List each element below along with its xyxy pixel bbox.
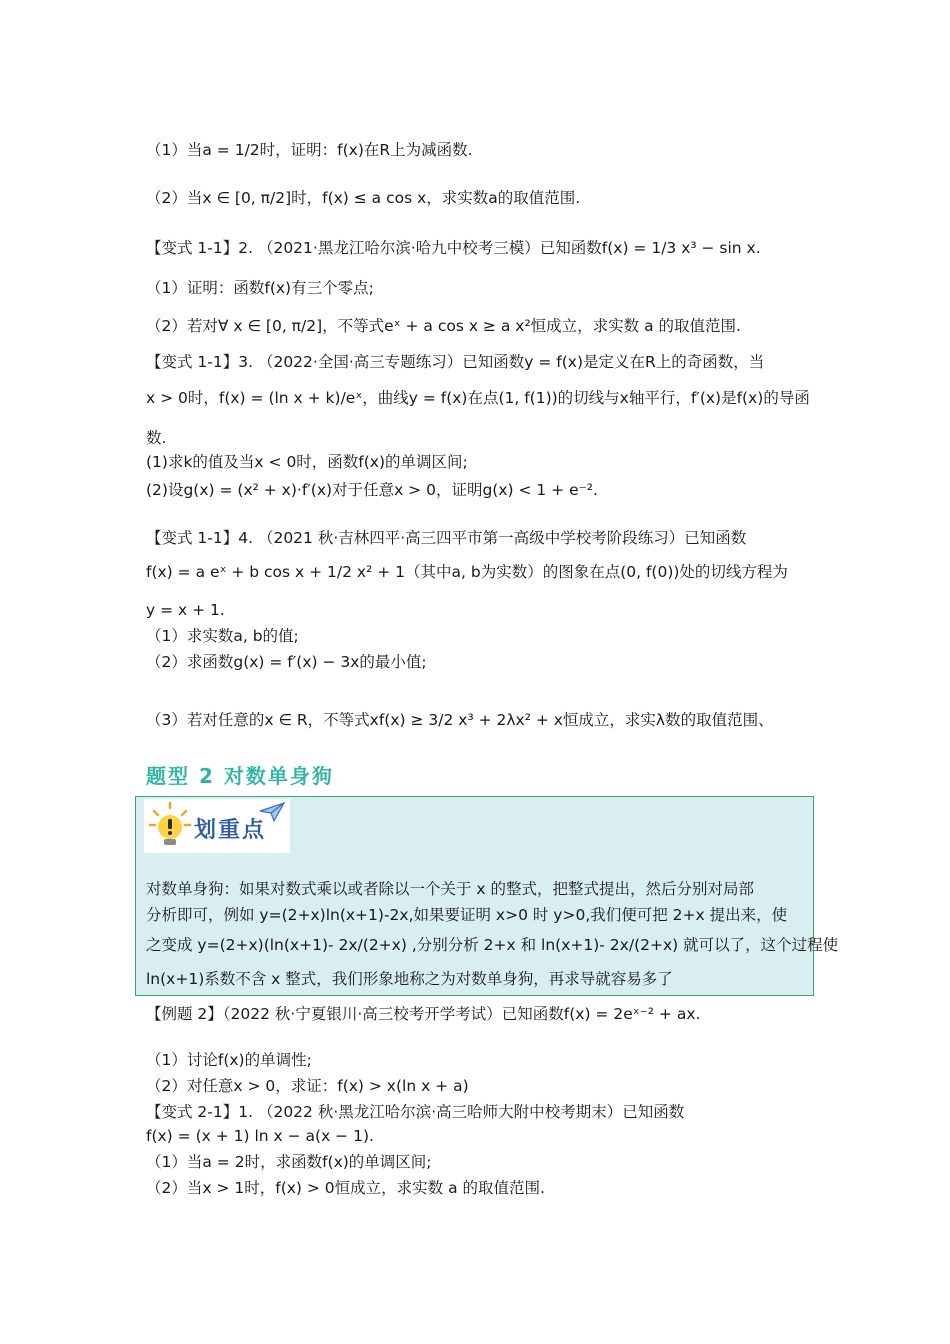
variant-1-1-4-line3: y = x + 1. bbox=[146, 601, 225, 619]
key-point-callout bbox=[135, 796, 839, 996]
example-2-title: 【例题 2】（2022 秋·宁夏银川·高三校考开学考试）已知函数f(x) = 2eˣ⁻² + ax. bbox=[146, 1005, 701, 1023]
variant-1-1-3-line2: x > 0时，f(x) = (ln x + k)/eˣ，曲线y = f(x)在点(1, f(1))的切线与x轴平行，f′(x)是f(x)的导函 bbox=[146, 389, 810, 407]
key-point-badge-label: 划重点 bbox=[194, 818, 267, 843]
item-1-2: （2）当x ∈ [0, π/2]时，f(x) ≤ a cos x，求实数a的取值范围. bbox=[146, 189, 581, 207]
variant-1-1-4-title: 【变式 1-1】4. （2021 秋·吉林四平·高三四平市第一高级中学校考阶段练习）已知函数 bbox=[146, 529, 747, 547]
lightbulb-icon bbox=[148, 801, 192, 851]
paper-plane-icon bbox=[258, 801, 286, 823]
key-point-badge bbox=[144, 799, 290, 853]
variant-1-1-2-title: 【变式 1-1】2. （2021·黑龙江哈尔滨·哈九中校考三模）已知函数f(x) = 1/3 x³ − sin x. bbox=[146, 239, 761, 257]
variant-1-1-3-title: 【变式 1-1】3. （2022·全国·高三专题练习）已知函数y = f(x)是定义在R上的奇函数，当 bbox=[146, 353, 765, 371]
variant-1-1-3-q1: (1)求k的值及当x < 0时，函数f(x)的单调区间; bbox=[146, 453, 468, 471]
variant-2-1-1-q1: （1）当a = 2时，求函数f(x)的单调区间; bbox=[146, 1153, 432, 1171]
variant-2-1-1-line2: f(x) = (x + 1) ln x − a(x − 1). bbox=[146, 1127, 374, 1145]
variant-1-1-3-line3: 数. bbox=[146, 429, 167, 447]
variant-2-1-1-title: 【变式 2-1】1. （2022 秋·黑龙江哈尔滨·高三哈师大附中校考期末）已知函数 bbox=[146, 1103, 685, 1121]
variant-1-1-2-q1: （1）证明：函数f(x)有三个零点; bbox=[146, 279, 374, 297]
variant-1-1-2-q2: （2）若对∀ x ∈ [0, π/2]，不等式eˣ + a cos x ≥ a x²恒成立，求实数 a 的取值范围. bbox=[146, 317, 741, 335]
variant-1-1-4-q2: （2）求函数g(x) = f′(x) − 3x的最小值; bbox=[146, 653, 427, 671]
section-heading: 题型 2 对数单身狗 bbox=[146, 764, 334, 788]
variant-1-1-4-line2: f(x) = a eˣ + b cos x + 1/2 x² + 1（其中a, b为实数）的图象在点(0, f(0))处的切线方程为 bbox=[146, 563, 788, 581]
variant-2-1-1-q2: （2）当x > 1时，f(x) > 0恒成立，求实数 a 的取值范围. bbox=[146, 1179, 545, 1197]
callout-line-2: 分析即可，例如 y=(2+x)ln(x+1)-2x,如果要证明 x>0 时 y>0,我们便可把 2+x 提出来，使 bbox=[146, 906, 788, 924]
callout-line-4: ln(x+1)系数不含 x 整式，我们形象地称之为对数单身狗，再求导就容易多了 bbox=[146, 970, 673, 988]
variant-1-1-4-q3: （3）若对任意的x ∈ R，不等式xf(x) ≥ 3/2 x³ + 2λx² + x恒成立，求实λ数的取值范围、 bbox=[146, 711, 774, 729]
item-1-1: （1）当a = 1/2时，证明：f(x)在R上为减函数. bbox=[146, 141, 473, 159]
example-2-q1: （1）讨论f(x)的单调性; bbox=[146, 1051, 312, 1069]
variant-1-1-3-q2: (2)设g(x) = (x² + x)·f′(x)对于任意x > 0，证明g(x) < 1 + e⁻². bbox=[146, 481, 598, 499]
callout-line-3: 之变成 y=(2+x)(ln(x+1)- 2x/(2+x) ,分别分析 2+x 和 ln(x+1)- 2x/(2+x) 就可以了，这个过程使 bbox=[146, 936, 839, 954]
example-2-q2: （2）对任意x > 0，求证：f(x) > x(ln x + a) bbox=[146, 1077, 469, 1095]
variant-1-1-4-q1: （1）求实数a, b的值; bbox=[146, 627, 299, 645]
callout-line-1: 对数单身狗：如果对数式乘以或者除以一个关于 x 的整式，把整式提出，然后分别对局部 bbox=[146, 880, 755, 898]
